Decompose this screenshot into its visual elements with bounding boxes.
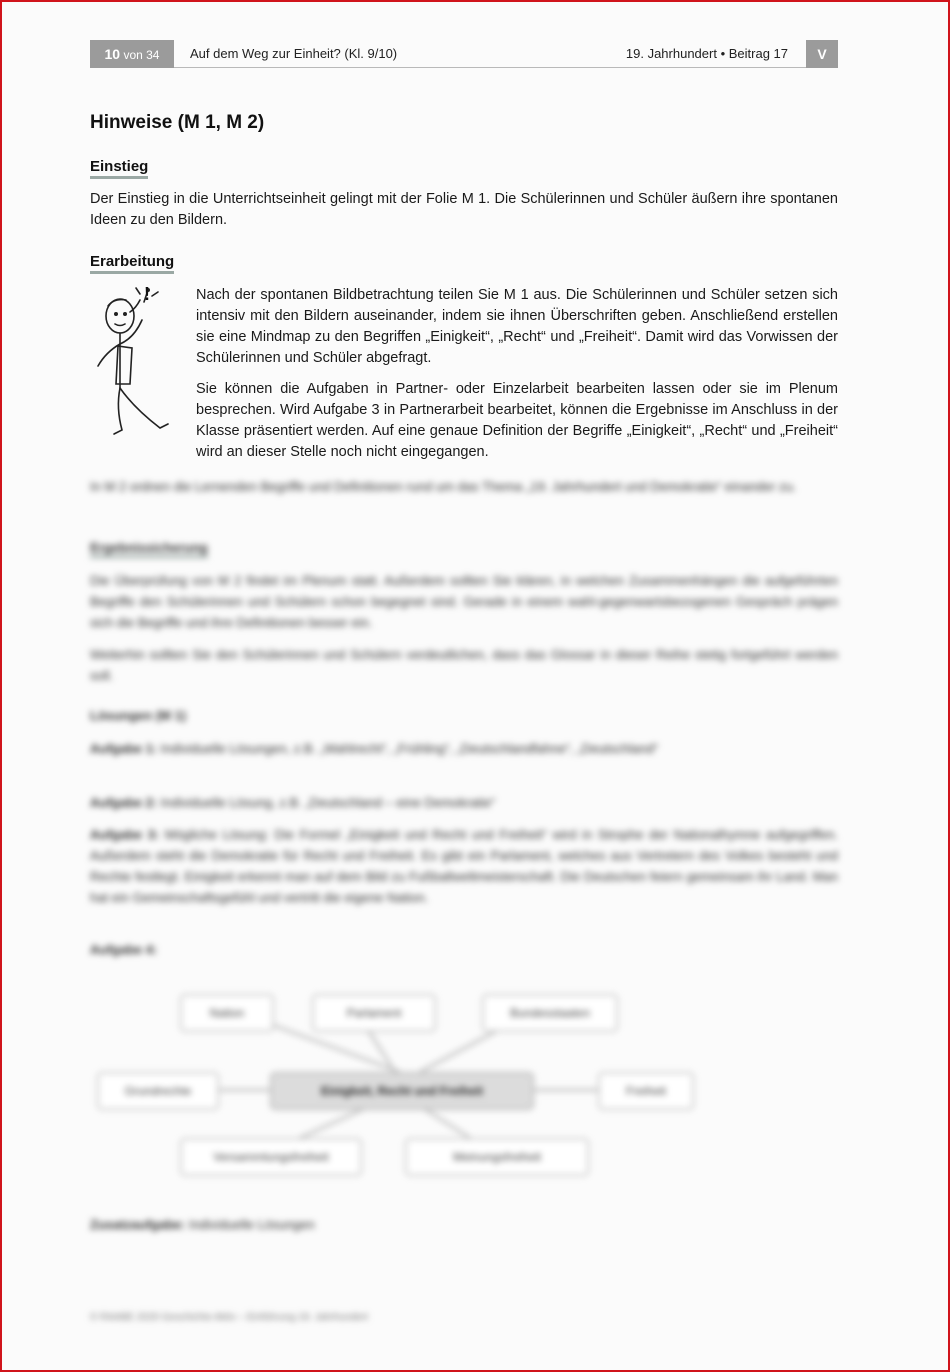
- mindmap-node-grundrechte: Grundrechte: [97, 1072, 219, 1110]
- task-3-text: Mögliche Lösung: Die Formel „Einigkeit und Recht und Freiheit“ wird in Strophe der Nationalhymne aufgegriffen. Außerdem steht die Demokratie für Recht und Freiheit. Es gibt ein Parlament, welches aus Vertretern des Volkes besteht und Rechte festlegt. Einigkeit erkennt man auf dem Bild zu Fußballweltmeisterschaft. Die Deutschen feiern gemeinsam ihr Land. Man hat ein Gemeinschaftsgefühl und vertritt die eigene Nation.: [90, 827, 838, 905]
- mindmap-node-freiheit: Freiheit: [598, 1072, 694, 1110]
- task-3-label: Aufgabe 3:: [90, 827, 160, 842]
- section-badge: V: [806, 40, 838, 68]
- mindmap-node-nation: Nation: [180, 994, 274, 1032]
- blurred-section-title: Ergebnissicherung: [90, 540, 208, 558]
- mindmap-node-versammlungsfreiheit: Versammlungsfreiheit: [180, 1138, 362, 1176]
- erarbeitung-paragraph-2: Sie können die Aufgaben in Partner- oder Einzelarbeit bearbeiten lassen oder sie im Plenum besprechen. Wird Aufgabe 3 in Partnerarbeit bearbeitet, können die Ergebnisse im Anschluss in der Klasse präsentiert werden. Auf eine genaue Definition der Begriffe „Einigkeit“, „Recht“ und „Freiheit“ wird an dieser Stelle noch nicht eingegangen.: [196, 381, 838, 460]
- erarbeitung-paragraph-1: Nach der spontanen Bildbetrachtung teilen Sie M 1 aus. Die Schülerinnen und Schüler setzen sich intensiv mit den Bildern auseinander, indem sie ihnen Überschriften geben. Anschließend erstellen sie eine Mindmap zu den Begriffen „Einigkeit“, „Recht“ und „Freiheit“. Damit wird das Vorwissen der Schülerinnen und Schüler abgefragt.: [196, 287, 838, 366]
- series-label: 19. Jahrhundert • Beitrag 17: [625, 46, 788, 61]
- page-number: 10: [104, 46, 121, 62]
- blurred-intro: In M 2 ordnen die Lernenden Begriffe und Definitionen rund um das Thema „19. Jahrhundert und Demokratie“ einander zu.: [90, 479, 797, 494]
- page-heading: Hinweise (M 1, M 2): [90, 112, 265, 133]
- blurred-extra-task: [90, 1214, 838, 1235]
- mindmap-node-bundesstaaten: Bundesstaaten: [482, 994, 618, 1032]
- extra-task-label: Zusatzaufgabe:: [90, 1217, 186, 1232]
- task-1-text: Individuelle Lösungen, z.B. „Wahlrecht“, „Frühling“, „Deutschlandfahne“, „Deutschland“: [160, 741, 659, 756]
- mindmap-center-node: Einigkeit, Recht und Freiheit: [270, 1072, 534, 1110]
- page-footer: © RAABE 2020 Geschichte Aktiv – Einführung 19. Jahrhundert: [90, 1312, 369, 1323]
- extra-task-text: Individuelle Lösungen: [188, 1217, 315, 1232]
- blurred-solutions-title: Lösungen (M 1): [90, 708, 187, 723]
- blurred-section-p2: Weiterhin sollten Sie den Schülerinnen und Schülern verdeutlichen, dass das Glossar in dieser Reihe stetig fortgeführt werden soll.: [90, 647, 838, 683]
- task-2-label: Aufgabe 2:: [90, 795, 158, 810]
- erarbeitung-title: Erarbeitung: [90, 253, 174, 274]
- unit-title: Auf dem Weg zur Einheit? (Kl. 9/10): [190, 46, 398, 61]
- page-total: von 34: [123, 48, 160, 62]
- blurred-section-p1: Die Überprüfung von M 2 findet im Plenum statt. Außerdem sollten Sie klären, in welchen Zusammenhängen die aufgeführten Begriffe den Schülerinnen und Schülern schon begegnet sind. Gerade in einem wahl-gegenwartsbezogenen Gespräch prägen sich die Begriffe und ihre Definitionen besser ein.: [90, 573, 838, 630]
- mindmap-node-meinungsfreiheit: Meinungsfreiheit: [405, 1138, 589, 1176]
- einstieg-text: Der Einstieg in die Unterrichtseinheit gelingt mit der Folie M 1. Die Schülerinnen und Schüler äußern ihre spontanen Ideen zu den Bildern.: [90, 191, 838, 228]
- mindmap-node-parlament: Parlament: [312, 994, 436, 1032]
- blurred-task-4-label: Aufgabe 4:: [90, 942, 158, 957]
- einstieg-title: Einstieg: [90, 158, 148, 179]
- task-2-text: Individuelle Lösung, z.B. „Deutschland – eine Demokratie“: [160, 795, 496, 810]
- svg-text:!: !: [144, 284, 150, 304]
- task-1-label: Aufgabe 1:: [90, 741, 158, 756]
